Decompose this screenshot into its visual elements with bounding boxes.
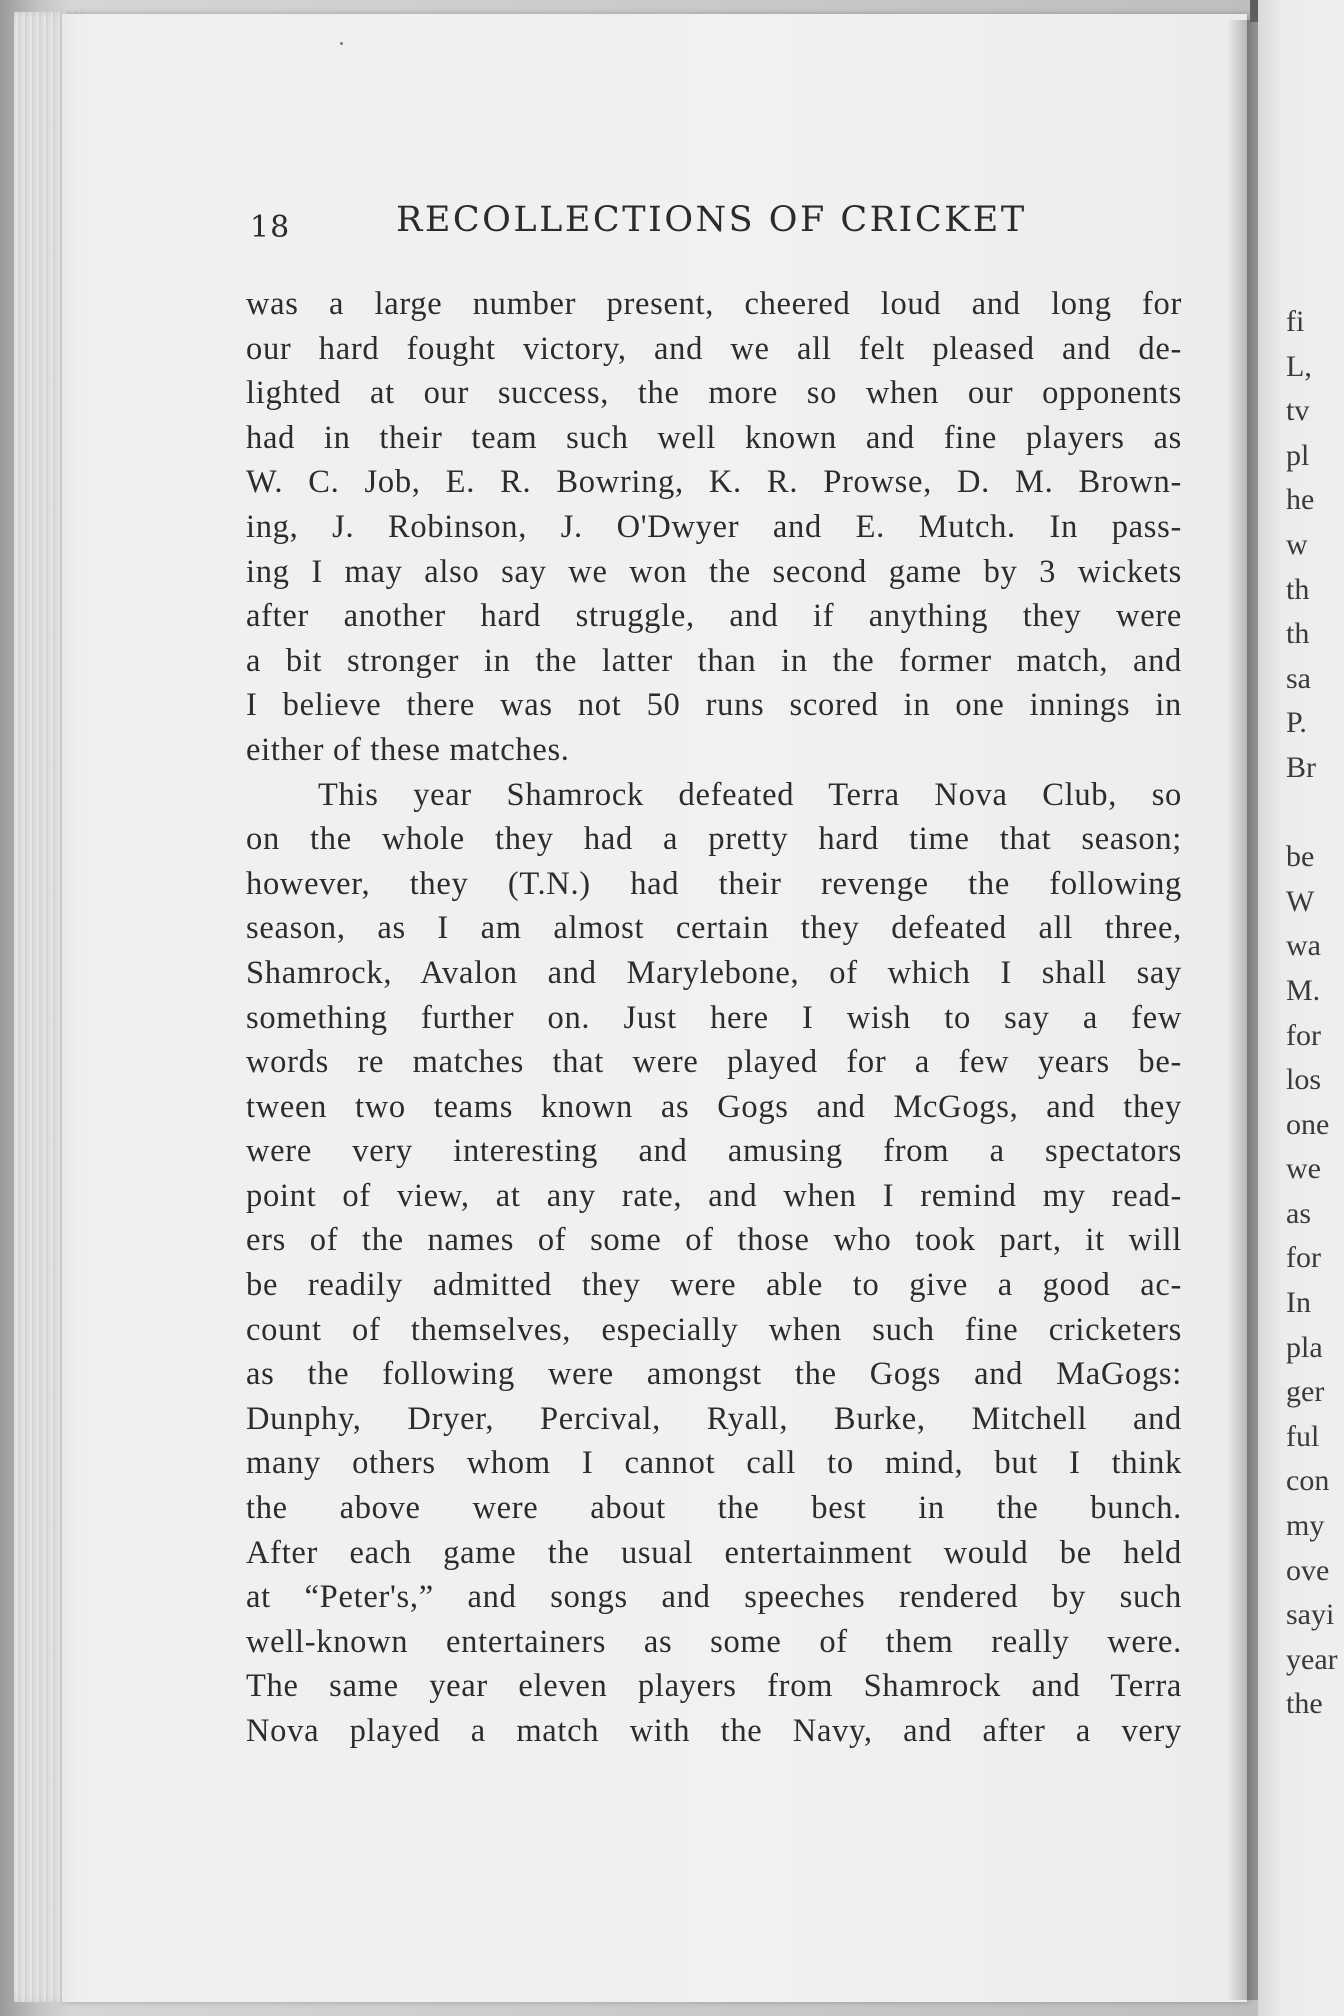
text-line: ers of the names of some of those who took part, it will (246, 1222, 1182, 1259)
facing-line: ful (1286, 1419, 1320, 1453)
facing-line: my (1286, 1509, 1325, 1543)
page-number: 18 (250, 210, 291, 245)
text-line: as the following were amongst the Gogs and MaGogs: (246, 1356, 1182, 1393)
facing-line: year (1286, 1642, 1338, 1676)
text-line: well-known entertainers as some of them really were. (246, 1623, 1182, 1660)
text-line: were very interesting and amusing from a spectators (246, 1133, 1182, 1170)
facing-page (1258, 0, 1344, 2016)
facing-line: th (1286, 572, 1310, 606)
facing-line: tv (1286, 394, 1310, 428)
facing-line: sayi (1286, 1598, 1335, 1632)
facing-line: we (1286, 1152, 1321, 1186)
facing-line: Br (1286, 750, 1316, 784)
facing-line: con (1286, 1464, 1330, 1498)
text-line: had in their team such well known and fine players as (246, 419, 1182, 456)
text-line: words re matches that were played for a few years be- (246, 1044, 1182, 1081)
facing-line: th (1286, 617, 1310, 651)
paragraph-end-line: either of these matches. (246, 731, 570, 768)
text-line: at “Peter's,” and songs and speeches rendered by such (246, 1579, 1182, 1616)
text-line: Nova played a match with the Navy, and after a very (246, 1713, 1182, 1749)
text-line: season, as I am almost certain they defeated all three, (246, 910, 1182, 947)
text-line: be readily admitted they were able to give a good ac- (246, 1267, 1182, 1304)
body-text (246, 282, 1182, 1754)
paragraph-start-line: This year Shamrock defeated Terra Nova Club, so (318, 776, 1182, 813)
facing-line: for (1286, 1241, 1321, 1275)
facing-line: ove (1286, 1553, 1330, 1587)
text-line: the above were about the best in the bunch. (246, 1490, 1182, 1527)
text-line: ing I may also say we won the second game by 3 wickets (246, 553, 1182, 590)
text-line: point of view, at any rate, and when I remind my read- (246, 1177, 1182, 1214)
facing-line: pl (1286, 438, 1310, 472)
text-line: ing, J. Robinson, J. O'Dwyer and E. Mutch. In pass- (246, 508, 1182, 545)
text-line: a bit stronger in the latter than in the former match, and (246, 642, 1182, 679)
text-line: after another hard struggle, and if anything they were (246, 598, 1182, 635)
facing-line: sa (1286, 661, 1311, 695)
text-line: tween two teams known as Gogs and McGogs, and they (246, 1088, 1182, 1125)
text-line: Dunphy, Dryer, Percival, Ryall, Burke, Mitchell and (246, 1400, 1182, 1437)
facing-line: W (1286, 884, 1315, 918)
text-line: however, they (T.N.) had their revenge the following (246, 865, 1182, 902)
facing-line: he (1286, 483, 1315, 517)
facing-line: P. (1286, 706, 1307, 740)
facing-line: fi (1286, 305, 1305, 338)
facing-line: wa (1286, 929, 1321, 963)
facing-line: be (1286, 840, 1315, 874)
text-line: I believe there was not 50 runs scored in one innings in (246, 687, 1182, 724)
facing-line: w (1286, 527, 1308, 561)
text-line: W. C. Job, E. R. Bowring, K. R. Prowse, D. M. Brown- (246, 464, 1182, 501)
facing-line: one (1286, 1107, 1330, 1141)
text-line: The same year eleven players from Shamrock and Terra (246, 1668, 1182, 1705)
text-line: count of themselves, especially when such fine cricketers (246, 1311, 1182, 1348)
text-line: was a large number present, cheered loud and long for (246, 286, 1182, 322)
facing-line: pla (1286, 1330, 1323, 1364)
page-header (250, 200, 1040, 250)
facing-line (1286, 791, 1344, 836)
facing-line: M. (1286, 973, 1321, 1007)
facing-line: as (1286, 1196, 1311, 1230)
facing-line: L, (1286, 349, 1312, 383)
text-line: on the whole they had a pretty hard time that season; (246, 821, 1182, 858)
text-line: something further on. Just here I wish to say a few (246, 999, 1182, 1036)
text-line: Shamrock, Avalon and Marylebone, of which I shall say (246, 954, 1182, 991)
text-line: lighted at our success, the more so when our opponents (246, 375, 1182, 412)
text-line: After each game the usual entertainment would be held (246, 1534, 1182, 1571)
facing-line: In (1286, 1286, 1311, 1320)
text-line: many others whom I cannot call to mind, but I think (246, 1445, 1182, 1482)
text-line: our hard fought victory, and we all felt pleased and de- (246, 330, 1182, 367)
facing-line: los (1286, 1063, 1322, 1097)
paper-speck (340, 42, 343, 45)
facing-line: for (1286, 1018, 1321, 1052)
facing-page-text (1286, 300, 1344, 1727)
facing-line: ger (1286, 1375, 1325, 1409)
facing-line: the (1286, 1687, 1323, 1721)
running-title: RECOLLECTIONS OF CRICKET (396, 200, 1027, 240)
